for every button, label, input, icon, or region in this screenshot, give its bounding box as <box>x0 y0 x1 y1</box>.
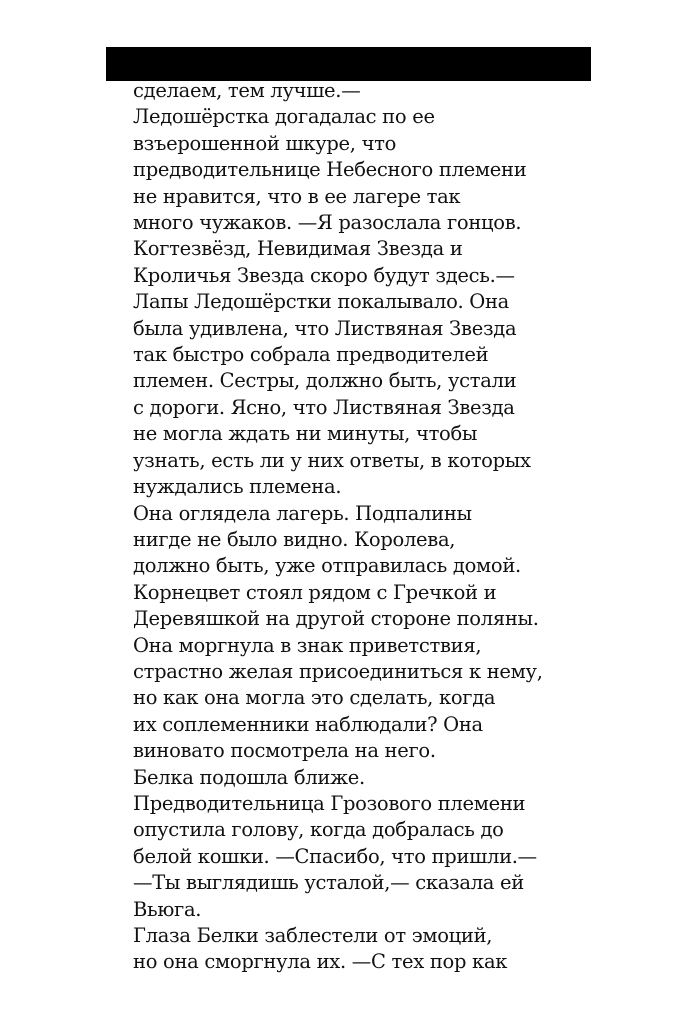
text-line: Предводительница Грозового племени <box>133 791 526 815</box>
text-line: так быстро собрала предводителей <box>133 343 489 367</box>
text-line: Когтезвёзд, Невидимая Звезда и <box>133 237 463 261</box>
text-line: Глаза Белки заблестели от эмоций, <box>133 924 493 947</box>
text-line: Деревяшкой на другой стороне поляны. <box>133 607 539 631</box>
redaction-bar <box>106 47 591 81</box>
text-line: но как она могла это сделать, когда <box>133 686 496 710</box>
text-line: нуждались племена. <box>133 475 342 499</box>
text-line: должно быть, уже отправилась домой. <box>133 554 521 578</box>
text-line: Белка подошла ближе. <box>133 765 365 789</box>
text-line: Ледошёрстка догадалас по ее <box>133 105 435 129</box>
text-line: Кроличья Звезда скоро будут здесь.— <box>133 263 515 287</box>
text-line: Она оглядела лагерь. Подпалины <box>133 501 472 525</box>
page-text <box>133 78 583 976</box>
text-line: нигде не было видно. Королева, <box>133 527 456 551</box>
text-line: не нравится, что в ее лагере так <box>133 184 461 208</box>
text-line: не могла ждать ни минуты, чтобы <box>133 422 478 446</box>
text-line: с дороги. Ясно, что Листвяная Звезда <box>133 395 515 419</box>
text-line: белой кошки. —Спасибо, что пришли.— <box>133 844 537 868</box>
text-line: была удивлена, что Листвяная Звезда <box>133 316 517 340</box>
text-line: Лапы Ледошёрстки покалывало. Она <box>133 290 510 314</box>
text-line: опустила голову, когда добралась до <box>133 818 504 842</box>
text-line: Она моргнула в знак приветствия, <box>133 633 482 657</box>
text-line: узнать, есть ли у них ответы, в которых <box>133 448 531 472</box>
text-line: взъерошенной шкуре, что <box>133 131 397 155</box>
text-line: но она сморгнула их. —С тех пор как <box>133 950 508 974</box>
text-line: сделаем, тем лучше.— <box>133 79 361 102</box>
text-line: племен. Сестры, должно быть, устали <box>133 369 517 393</box>
text-line: их соплеменники наблюдали? Она <box>133 712 483 736</box>
text-line: Вьюга. <box>133 897 202 921</box>
text-line: Корнецвет стоял рядом с Гречкой и <box>133 580 497 604</box>
text-line: виновато посмотрела на него. <box>133 739 436 763</box>
text-line: много чужаков. —Я разослала гонцов. <box>133 211 522 235</box>
text-line: —Ты выглядишь усталой,— сказала ей <box>133 871 524 895</box>
text-line: страстно желая присоединиться к нему, <box>133 659 543 683</box>
text-line: предводительнице Небесного племени <box>133 158 527 182</box>
